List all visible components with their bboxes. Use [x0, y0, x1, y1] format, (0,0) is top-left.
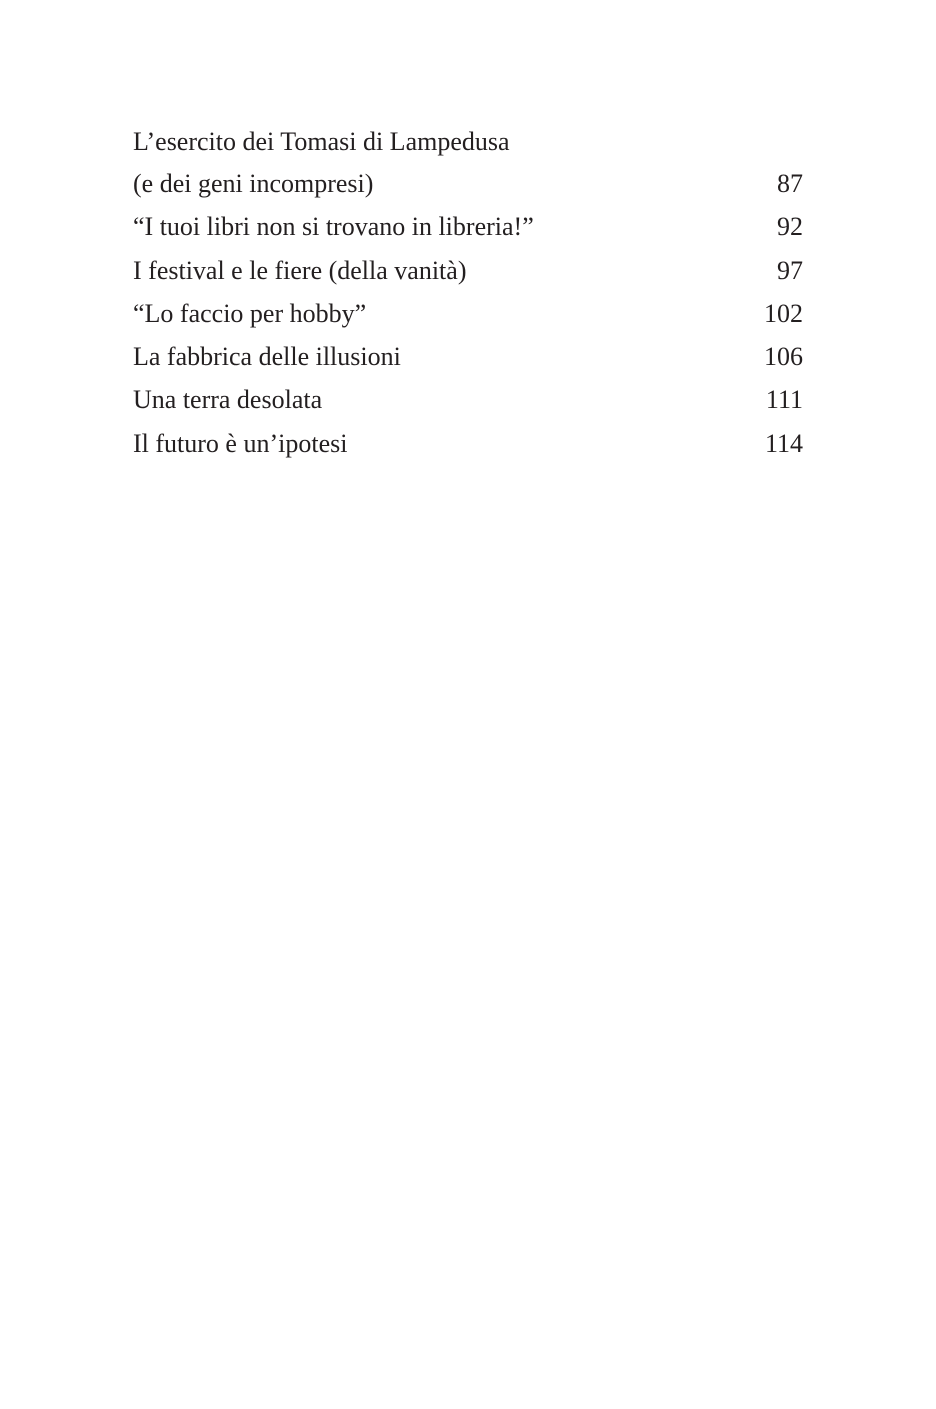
toc-entry-page-number: 87	[777, 169, 803, 198]
toc-entry-5	[133, 335, 803, 378]
toc-entry-page-number: 102	[764, 298, 803, 328]
toc-entry-6	[133, 378, 803, 421]
toc-entry-page-number: 114	[764, 428, 803, 458]
toc-entry-1-line-1	[133, 122, 803, 162]
toc-entry-page-number: 92	[777, 212, 803, 242]
toc-entry-2	[133, 205, 803, 248]
toc-entry-title: Il futuro è un’ipotesi	[133, 428, 348, 458]
toc-entry-title: Una terra desolata	[133, 385, 323, 415]
toc-entry-title: L’esercito dei Tomasi di Lampedusa	[133, 127, 510, 156]
toc-entry-title: I festival e le fiere (della vanità)	[133, 255, 467, 285]
toc-entry-title: “Lo faccio per hobby”	[133, 298, 367, 328]
toc-entry-3	[133, 249, 803, 292]
toc-entry-4	[133, 292, 803, 335]
toc-entry-title: “I tuoi libri non si trovano in libreria!”	[133, 212, 534, 242]
toc-entry-page-number: 111	[765, 385, 803, 415]
toc-entry-1-line-2	[133, 162, 803, 205]
toc-entry-title: (e dei geni incompresi)	[133, 169, 374, 198]
toc-entry-title: La fabbrica delle illusioni	[133, 342, 401, 372]
toc-entry-page-number: 97	[777, 255, 803, 285]
table-of-contents	[133, 122, 803, 465]
toc-entry-7	[133, 422, 803, 465]
toc-entry-page-number: 106	[764, 342, 803, 372]
